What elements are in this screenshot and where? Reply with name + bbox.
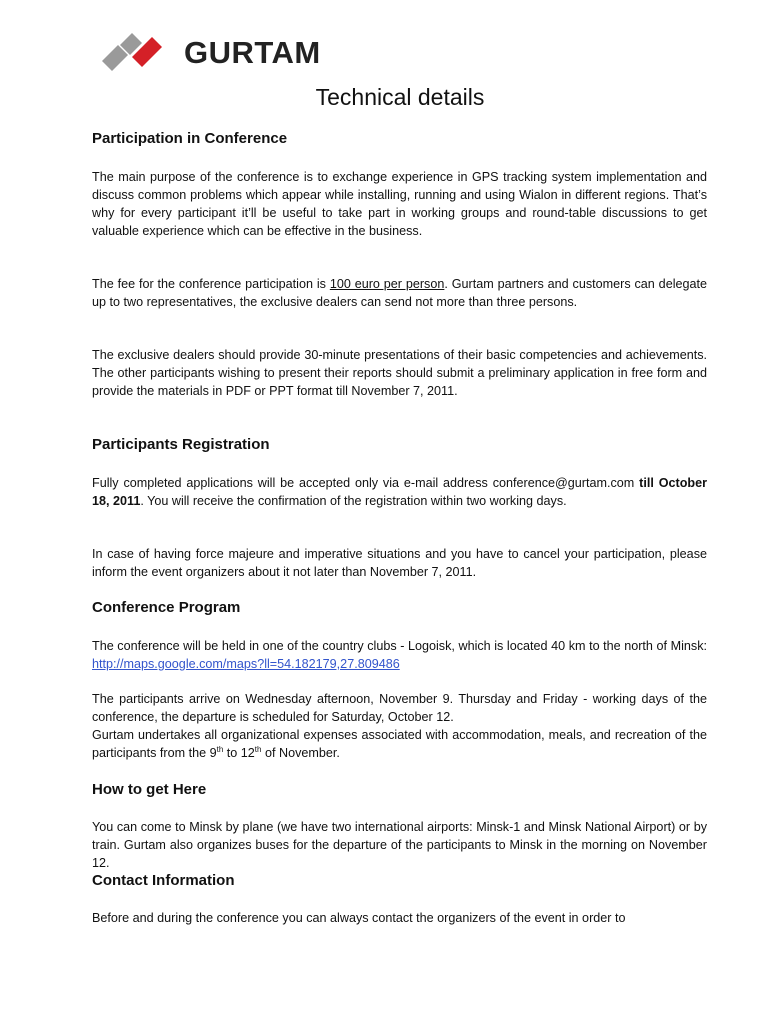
registration-deadline: till October 18, 2011 bbox=[92, 476, 707, 508]
contact-paragraph: Before and during the conference you can always contact the organizers of the event in order to bbox=[92, 911, 626, 925]
program-paragraph-2: The participants arrive on Wednesday afternoon, November 9. Thursday and Friday - working days of the conference, the departure is scheduled for Saturday, October 12. Gurtam undertakes all organizational expenses associated with accommodation, meals, and recreation of the participants from the 9th to 12th of November. bbox=[92, 692, 707, 760]
section-heading-program: Conference Program bbox=[92, 599, 241, 616]
section-heading-participation: Participation in Conference bbox=[92, 130, 288, 147]
section-heading-registration: Participants Registration bbox=[92, 436, 270, 453]
gurtam-logo-mark-icon bbox=[102, 33, 182, 75]
map-link[interactable]: http://maps.google.com/maps?ll=54.182179,27.809486 bbox=[92, 657, 400, 671]
participation-paragraph-3: The exclusive dealers should provide 30-minute presentations of their basic competencies and achievements. The other participants wishing to present their reports should submit a preliminary application in free form and provide the materials in PDF or PPT format till November 7, 2011. bbox=[92, 348, 707, 398]
program-paragraph-1: The conference will be held in one of the country clubs - Logoisk, which is located 40 km to the north of Minsk: http://maps.google.com/maps?ll=54.182179,27.809486 bbox=[92, 639, 707, 671]
registration-paragraph-1: Fully completed applications will be accepted only via e-mail address conference@gurtam.com till October 18, 2011. You will receive the confirmation of the registration within two working days. bbox=[92, 476, 707, 508]
getting-here-paragraph: You can come to Minsk by plane (we have two international airports: Minsk-1 and Minsk National Airport) or by train. Gurtam also organizes buses for the departure of the participants to Minsk in the morning on November 12. bbox=[92, 820, 707, 870]
participation-paragraph-2: The fee for the conference participation is 100 euro per person. Gurtam partners and customers can delegate up to two representatives, the exclusive dealers can send not more than three persons. bbox=[92, 277, 708, 309]
logo-wordmark: GURTAM bbox=[184, 35, 321, 70]
section-heading-contact: Contact Information bbox=[92, 872, 235, 889]
page-title: Technical details bbox=[315, 84, 485, 110]
registration-paragraph-2: In case of having force majeure and imperative situations and you have to cancel your participation, please inform the event organizers about it not later than November 7, 2011. bbox=[92, 547, 707, 579]
participation-paragraph-1: The main purpose of the conference is to exchange experience in GPS tracking system implementation and discuss common problems which appear while installing, running and using Wialon in different regions. That’s why for every participant it’ll be useful to take part in working groups and round-table discussions to get valuable experience which can be effective in the business. bbox=[92, 170, 707, 238]
fee-amount: 100 euro per person bbox=[329, 277, 445, 291]
gurtam-logo bbox=[102, 33, 332, 75]
section-heading-getting-here: How to get Here bbox=[92, 781, 207, 798]
